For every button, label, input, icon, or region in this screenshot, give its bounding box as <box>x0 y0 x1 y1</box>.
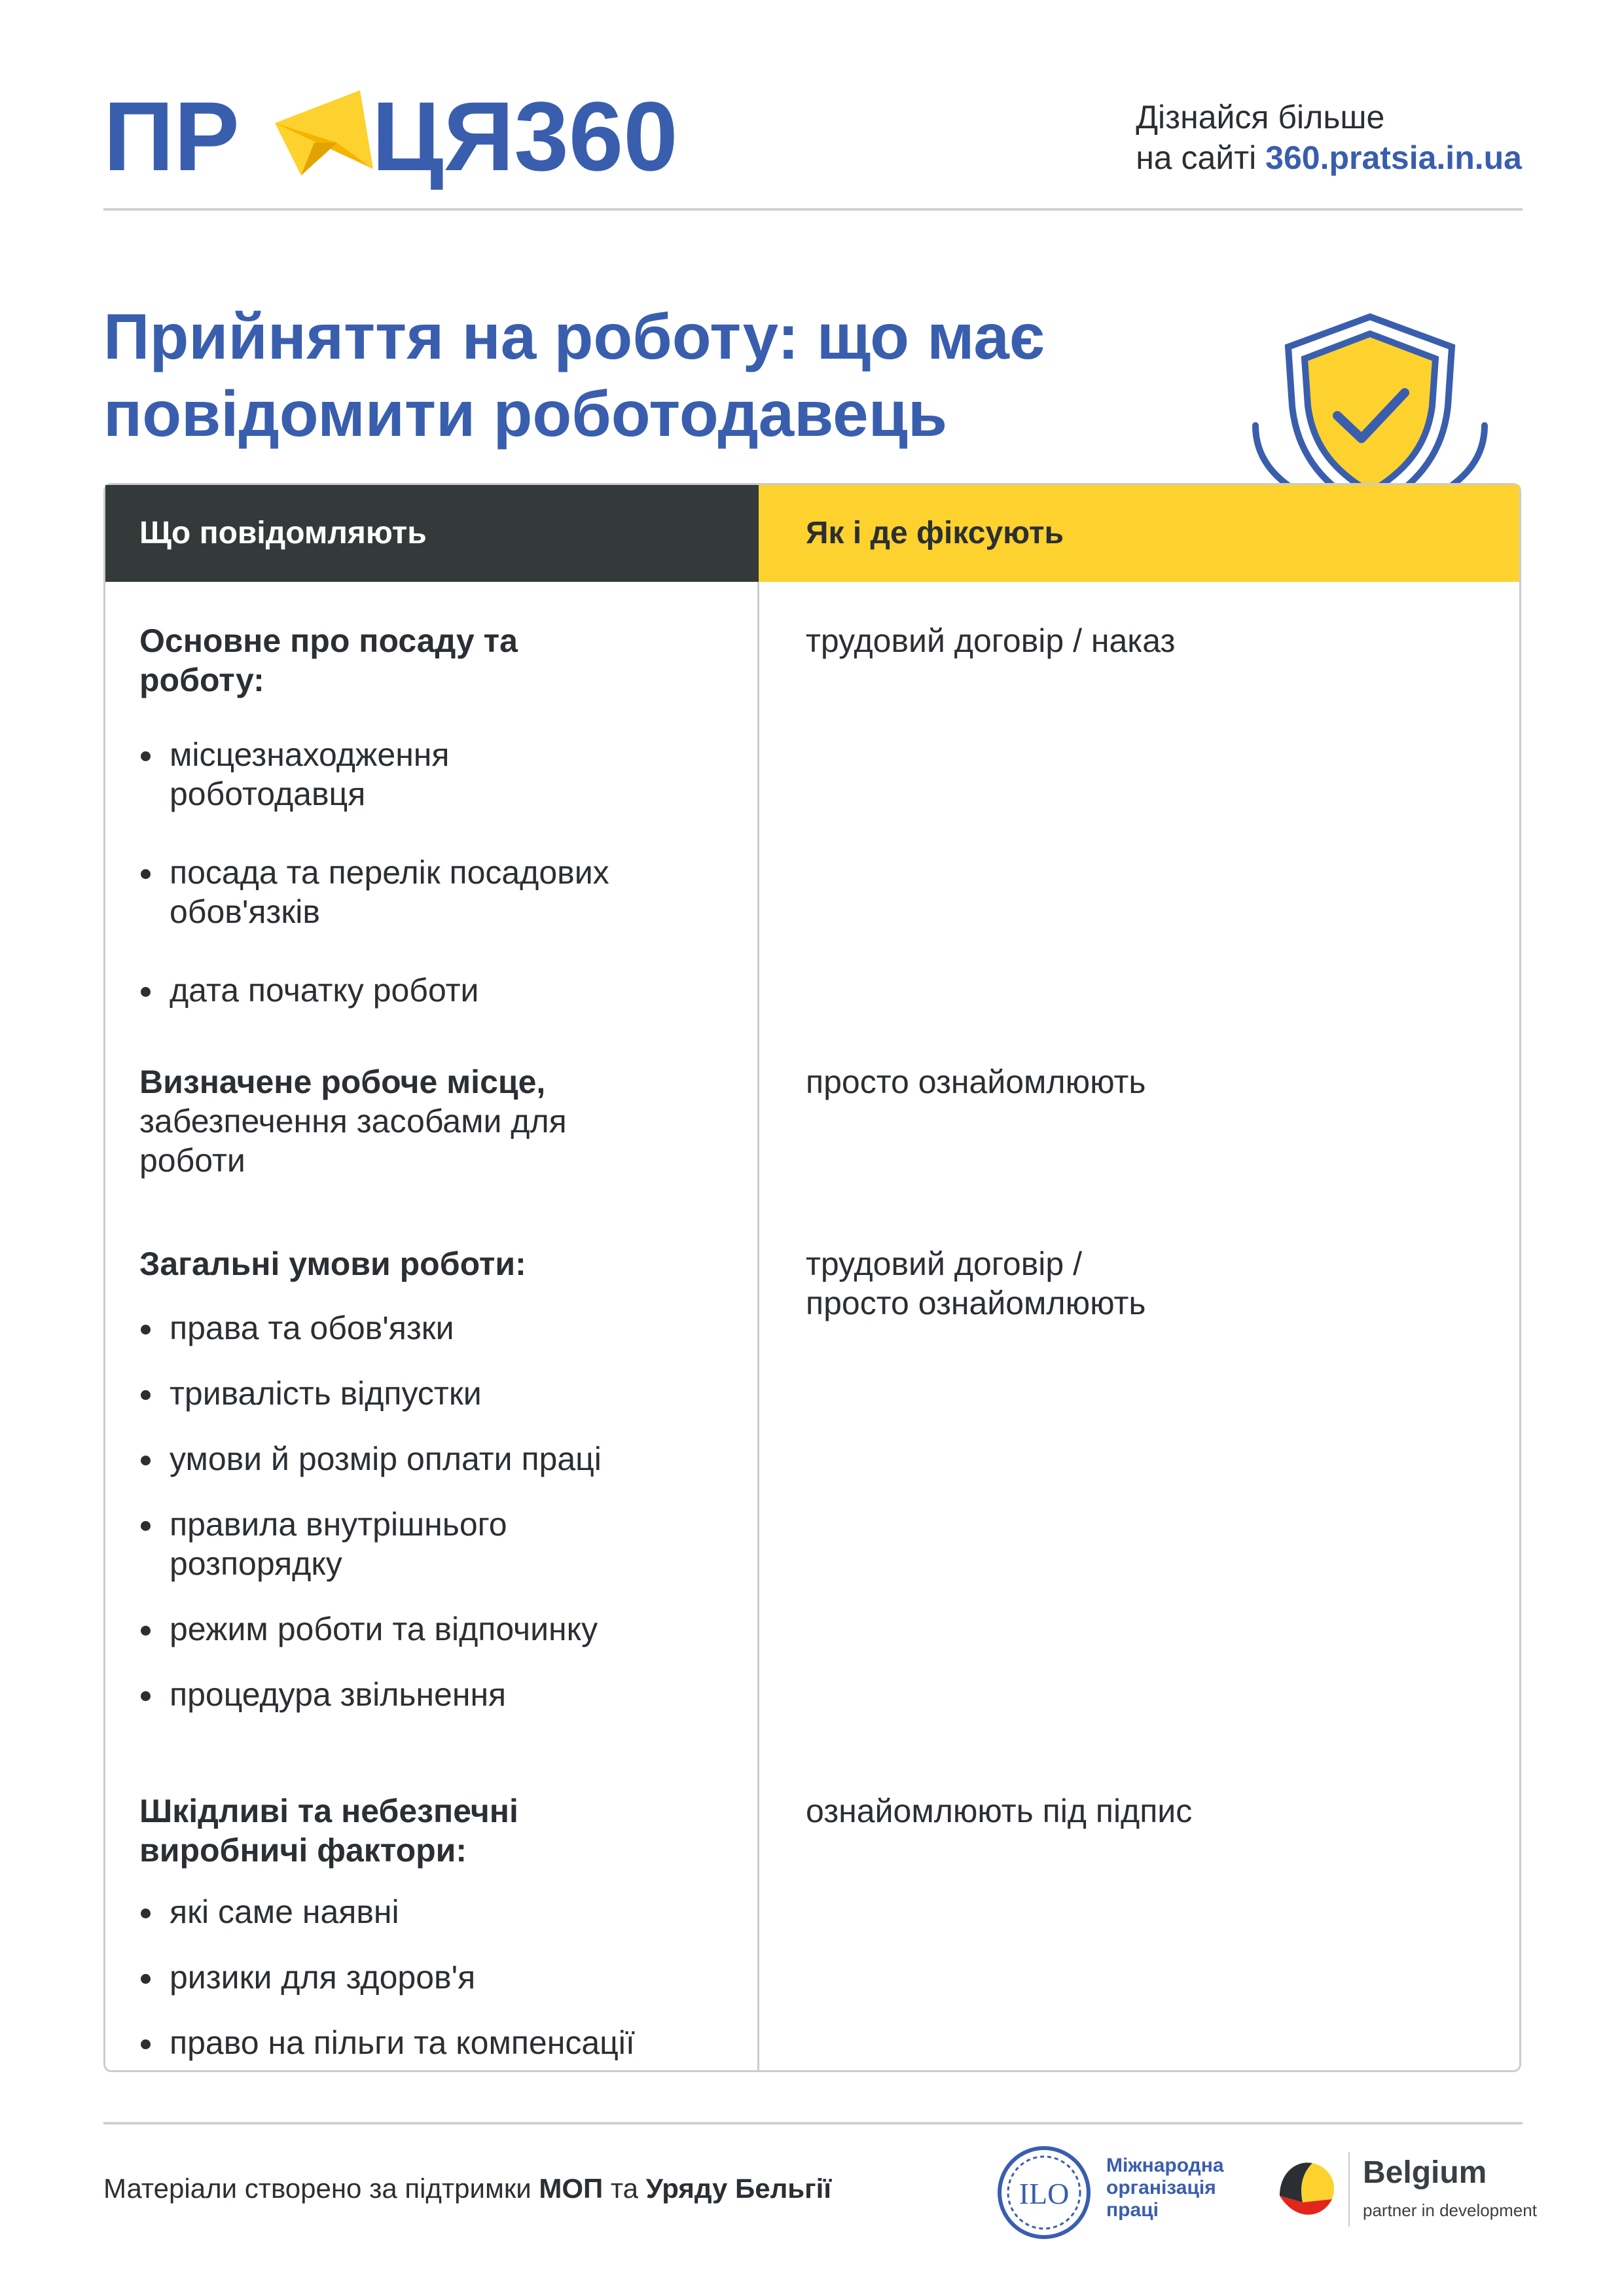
section-title: Загальні умови роботи: <box>139 1246 526 1282</box>
ilo-name <box>1106 2155 1224 2221</box>
list-item: процедура звільнення <box>139 1675 729 1714</box>
footer-prefix: Матеріали створено за підтримки <box>103 2173 539 2204</box>
website-link[interactable]: 360.pratsia.in.ua <box>1265 139 1522 176</box>
how-recorded-2: просто ознайомлюють <box>806 1064 1146 1100</box>
section-hazards <box>139 1791 598 1870</box>
list-item: режим роботи та відпочинку <box>139 1609 729 1649</box>
ilo-mark: ILO <box>1019 2177 1070 2210</box>
belgium-separator <box>1348 2152 1350 2227</box>
list-item: ризики для здоров'я <box>139 1958 729 1997</box>
belgium-logo-icon <box>1267 2150 1345 2229</box>
list-item: умови й розмір оплати праці <box>139 1439 729 1479</box>
ilo-name-line3: праці <box>1106 2199 1159 2221</box>
list-item: тривалість відпустки <box>139 1374 729 1413</box>
section-subtitle: забезпечення засобами для роботи <box>139 1103 567 1179</box>
logo-text-right: ЦЯ360 <box>372 81 678 191</box>
table-header <box>105 485 1519 582</box>
list-item: права та обов'язки <box>139 1308 729 1348</box>
how-recorded-3: трудовий договір / просто ознайомлюють <box>806 1246 1146 1321</box>
ilo-name-line2: організація <box>1106 2177 1216 2198</box>
section-hazards-list <box>139 1892 729 2062</box>
section-job-basics-list <box>139 735 729 814</box>
header-divider <box>103 208 1523 211</box>
ilo-logo <box>995 2144 1093 2242</box>
section-job-basics-list-2 <box>139 853 729 931</box>
list-item: посада та перелік посадових обов'язків <box>139 853 713 931</box>
column-header-how: Як і де фіксують <box>759 485 1519 582</box>
footer-conj: та <box>603 2173 646 2204</box>
list-item: місцезнаходження роботодавця <box>139 735 536 814</box>
page-title: Прийняття на роботу: що має повідомити роботодавець <box>103 300 1045 450</box>
belgium-subtitle: partner in development <box>1363 2200 1537 2220</box>
logo-envelope-icon <box>275 90 373 175</box>
column-divider <box>757 582 759 2070</box>
website-note-line1: Дізнайся більше <box>1136 99 1385 135</box>
how-recorded-4: ознайомлюють під підпис <box>806 1793 1193 1829</box>
section-title: Шкідливі та небезпечні виробничі фактори: <box>139 1793 518 1869</box>
website-note-line2 <box>1136 137 1522 178</box>
footer-credits <box>103 2173 831 2204</box>
list-item: дата початку роботи <box>139 971 729 1010</box>
section-title: Основне про посаду та роботу: <box>139 622 518 698</box>
belgium-name: Belgium <box>1363 2155 1487 2190</box>
footer-org-ilo: МОП <box>539 2173 604 2204</box>
footer-divider <box>103 2122 1523 2125</box>
section-title: Визначене робоче місце, <box>139 1064 546 1100</box>
section-general-conditions <box>139 1244 729 1283</box>
ilo-name-line1: Міжнародна <box>1106 2155 1224 2176</box>
footer-org-belgium: Уряду Бельгії <box>645 2173 832 2204</box>
list-item: правила внутрішнього розпорядку <box>139 1505 588 1583</box>
logo-text-left: ПР <box>103 81 240 191</box>
section-general-conditions-list <box>139 1308 729 1714</box>
column-header-what: Що повідомляють <box>105 485 759 582</box>
website-prefix: на сайті <box>1136 139 1266 176</box>
pratsia360-logo <box>103 81 678 191</box>
section-job-basics <box>139 621 532 700</box>
list-item: які саме наявні <box>139 1892 729 1931</box>
how-recorded-1: трудовий договір / наказ <box>806 622 1176 659</box>
section-workplace <box>139 1062 611 1180</box>
list-item: право на пільги та компенсації <box>139 2023 729 2062</box>
info-table <box>103 483 1521 2072</box>
section-job-basics-list-3 <box>139 971 729 1010</box>
website-note <box>1136 97 1522 178</box>
